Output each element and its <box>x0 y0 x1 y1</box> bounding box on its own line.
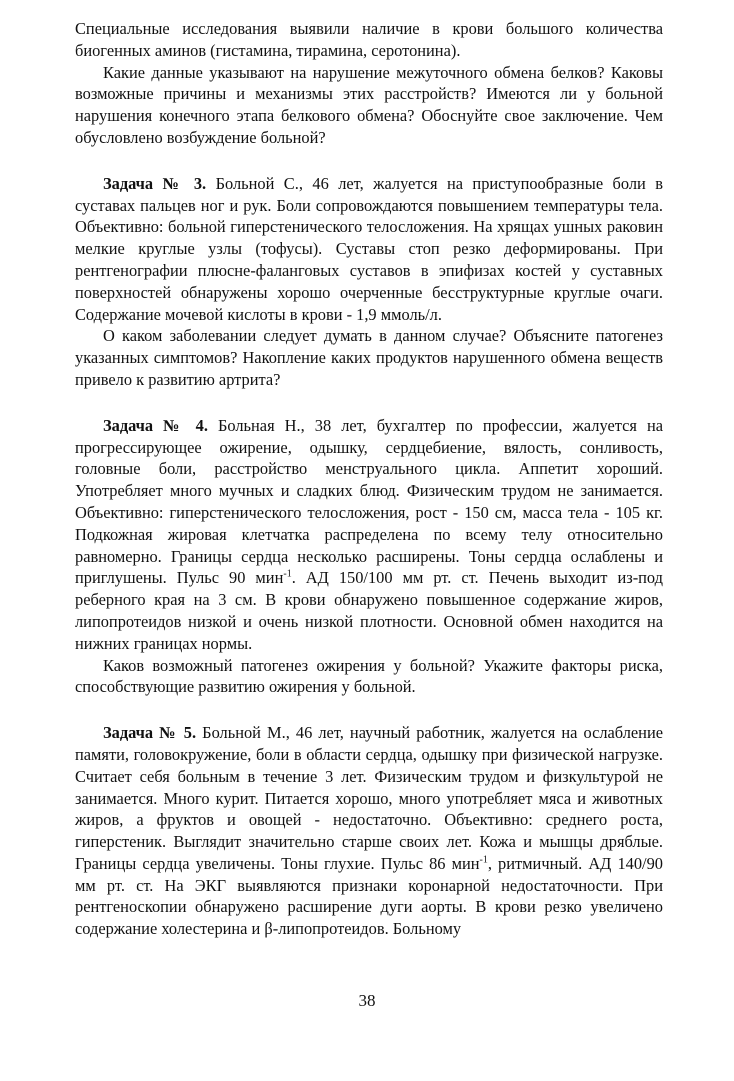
task-4-questions: Каков возможный патогенез ожирения у больной? Укажите факторы риска, способствующие развитию ожирения у больной. <box>75 655 663 697</box>
task-5-superscript: -1 <box>479 854 488 866</box>
task-4-text-part2: . АД 150/100 мм рт. ст. Печень выходит из-под реберного края на 3 см. В крови обнаружено повышенное содержание жиров, липопротеидов низкой и очень низкой плотности. Основной обмен находится на нижних границах нормы. <box>75 568 663 653</box>
task-5-text-part1: Больной М., 46 лет, научный работник, жалуется на ослабление памяти, головокружение, боли в области сердца, одышку при физической нагрузке. Считает себя больным в течение 3 лет. Физическим трудом и физкультурой не занимается. Много курит. Питается хорошо, много употребляет мяса и животных жиров, а фруктов и овощей - недостаточно. Объективно: среднего роста, гиперстеник. Выглядит значительно старше своих лет. Кожа и мышцы дряблые. Границы сердца увеличены. Тоны глухие. Пульс 86 мин <box>75 723 663 873</box>
task-4-text-part1: Больная Н., 38 лет, бухгалтер по профессии, жалуется на прогрессирующее ожирение, одышку, сердцебиение, вялость, сонливость, головные боли, расстройство менструального цикла. Аппетит хороший. Употребляет много мучных и сладких блюд. Физическим трудом не занимается. Объективно: гиперстенического телосложения, рост - 150 см, масса тела - 105 кг. Подкожная жировая клетчатка распределена по всему телу относительно равномерно. Границы сердца несколько расширены. Тоны сердца ослаблены и приглушены. Пульс 90 мин <box>75 415 664 588</box>
document-page <box>75 18 663 940</box>
task-4-superscript: -1 <box>283 568 292 580</box>
task-3-text: Больной С., 46 лет, жалуется на приступообразные боли в суставах пальцев ног и рук. Боли сопровождаются повышением температуры тела. Объективно: больной гиперстенического телосложения. На хрящах ушных раковин мелкие круглые узлы (тофусы). Суставы стоп резко деформированы. При рентгенографии плюсне-фаланговых суставов в эпифизах костей у суставных поверхностей обнаружены хорошо очерченные бесструктурные круглые очаги. Содержание мочевой кислоты в крови - 1,9 ммоль/л. <box>75 173 663 324</box>
task-4-label: Задача № 4. <box>103 415 208 435</box>
task-5-label: Задача № 5. <box>103 723 197 743</box>
task-4-paragraph <box>75 415 663 655</box>
task-3-questions: О каком заболевании следует думать в данном случае? Объясните патогенез указанных симптомов? Накопление каких продуктов нарушенного обмена веществ привело к развитию артрита? <box>75 326 663 389</box>
task-5-paragraph <box>75 722 663 940</box>
task-3-paragraph <box>75 173 663 326</box>
task-3-label: Задача № 3. <box>103 173 207 193</box>
intro-questions: Какие данные указывают на нарушение межуточного обмена белков? Каковы возможные причины и механизмы этих расстройств? Имеются ли у больной нарушения конечного этапа белкового обмена? Обоснуйте свое заключение. Чем обусловлено возбуждение больной? <box>75 62 663 147</box>
intro-paragraph: Специальные исследования выявили наличие в крови большого количества биогенных аминов (гистамина, тирамина, серотонина). <box>75 19 663 60</box>
page-number: 38 <box>358 991 376 1010</box>
task-5-text-part2: , ритмичный. АД 140/90 мм рт. ст. На ЭКГ выявляются признаки коронарной недостаточности. При рентгеноскопии обнаружено расширение дуги аорты. В крови резко увеличено содержание холестерина и β-липопротеидов. Больному <box>75 853 663 939</box>
